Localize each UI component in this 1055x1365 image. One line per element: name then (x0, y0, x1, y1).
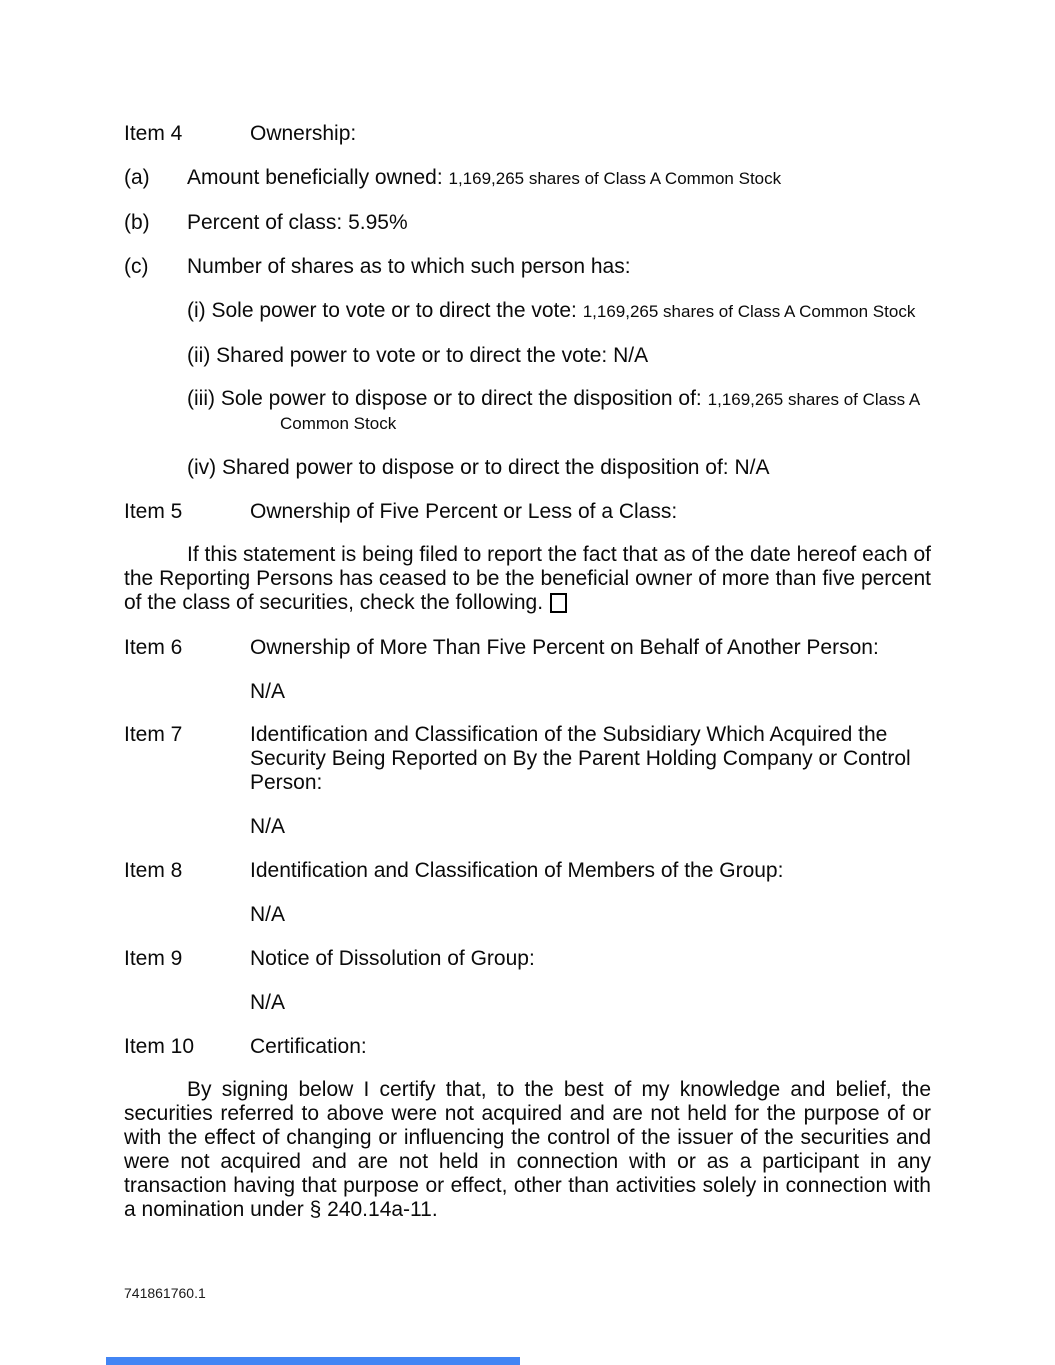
item-8-value: N/A (250, 903, 286, 926)
item-4c-ii-lead: (ii) Shared power to vote or to direct the vote: (187, 344, 608, 367)
item-8-heading-row (124, 858, 931, 883)
item-10-label: Item 10 (124, 1035, 195, 1058)
item-7-title-line3: Person: (250, 771, 323, 794)
item-4a-lead: Amount beneficially owned: (187, 166, 443, 189)
item-4b-text: Percent of class: 5.95% (187, 211, 408, 234)
item-4c-label: (c) (124, 255, 149, 278)
item-10-title: Certification: (250, 1035, 367, 1058)
item-9-value: N/A (250, 991, 286, 1014)
item-7-title-line2: Security Being Reported on By the Parent Holding Company or Control (250, 747, 911, 770)
item-4b-row (124, 210, 931, 235)
item-9-label: Item 9 (124, 947, 183, 970)
document-content (124, 121, 931, 1242)
item-5-title: Ownership of Five Percent or Less of a Class: (250, 500, 678, 523)
item-6-heading-row (124, 635, 931, 660)
item-4c-ii-value: N/A (613, 344, 649, 367)
item-6-label: Item 6 (124, 636, 183, 659)
item-9-heading-row (124, 946, 931, 971)
item-5-paragraph (124, 543, 931, 615)
item-6-value: N/A (250, 680, 286, 703)
item-4c-iii-value-line2: Common Stock (280, 414, 397, 433)
item-4a-row (124, 165, 931, 191)
certification-paragraph: By signing below I certify that, to the best of my knowledge and belief, the securities referred to above were not acquired and are not held for the purpose of or with the effect of changing or influencing the control of the issuer of the securities and were not acquired and are not held in connection with or as a participant in any transaction having that purpose or effect, other than activities solely in connection with a nomination under § 240.14a-11. (124, 1078, 931, 1221)
item-5-paragraph-text: If this statement is being filed to report the fact that as of the date hereof each of the Reporting Persons has ceased to be the beneficial owner of more than five percent of the class of securities, check the following. (124, 543, 931, 614)
item-4c-iii-value-line1: 1,169,265 shares of Class A (707, 390, 921, 409)
item-4c-iv-value: N/A (734, 456, 770, 479)
item-4c-i-row (187, 298, 931, 324)
item-5-heading-row (124, 499, 931, 524)
item-4c-i-value: 1,169,265 shares of Class A Common Stock (582, 302, 916, 321)
item-7-value: N/A (250, 815, 286, 838)
item-4b-label: (b) (124, 211, 150, 234)
item-8-title: Identification and Classification of Members of the Group: (250, 859, 784, 882)
item-4c-iii-row (187, 387, 931, 436)
item-4c-lead: Number of shares as to which such person has: (187, 255, 631, 278)
selection-highlight-bar (106, 1357, 520, 1365)
item-4a-label: (a) (124, 166, 150, 189)
item-4c-iii-lead: (iii) Sole power to dispose or to direct the disposition of: (187, 387, 702, 410)
item-9-title: Notice of Dissolution of Group: (250, 947, 535, 970)
item-4-heading-row (124, 121, 931, 146)
item-4c-row (124, 254, 931, 279)
five-percent-checkbox[interactable] (550, 593, 567, 613)
item-5-label: Item 5 (124, 500, 183, 523)
item-4c-iv-row (187, 455, 931, 480)
item-4-label: Item 4 (124, 122, 183, 145)
item-4a-text (187, 165, 931, 191)
item-4c-i-lead: (i) Sole power to vote or to direct the vote: (187, 299, 577, 322)
item-6-title: Ownership of More Than Five Percent on Behalf of Another Person: (250, 636, 879, 659)
item-8-label: Item 8 (124, 859, 183, 882)
item-7-title-line1: Identification and Classification of the Subsidiary Which Acquired the (250, 723, 888, 746)
item-7-title (250, 723, 931, 795)
item-4-title: Ownership: (250, 122, 357, 145)
document-control-number: 741861760.1 (124, 1285, 206, 1301)
item-10-heading-row (124, 1034, 931, 1059)
item-4c-ii-row (187, 343, 931, 368)
item-7-heading-row (124, 723, 931, 795)
item-4c-iv-lead: (iv) Shared power to dispose or to direct the disposition of: (187, 456, 729, 479)
item-4a-value: 1,169,265 shares of Class A Common Stock (448, 169, 782, 188)
item-7-label: Item 7 (124, 723, 183, 746)
